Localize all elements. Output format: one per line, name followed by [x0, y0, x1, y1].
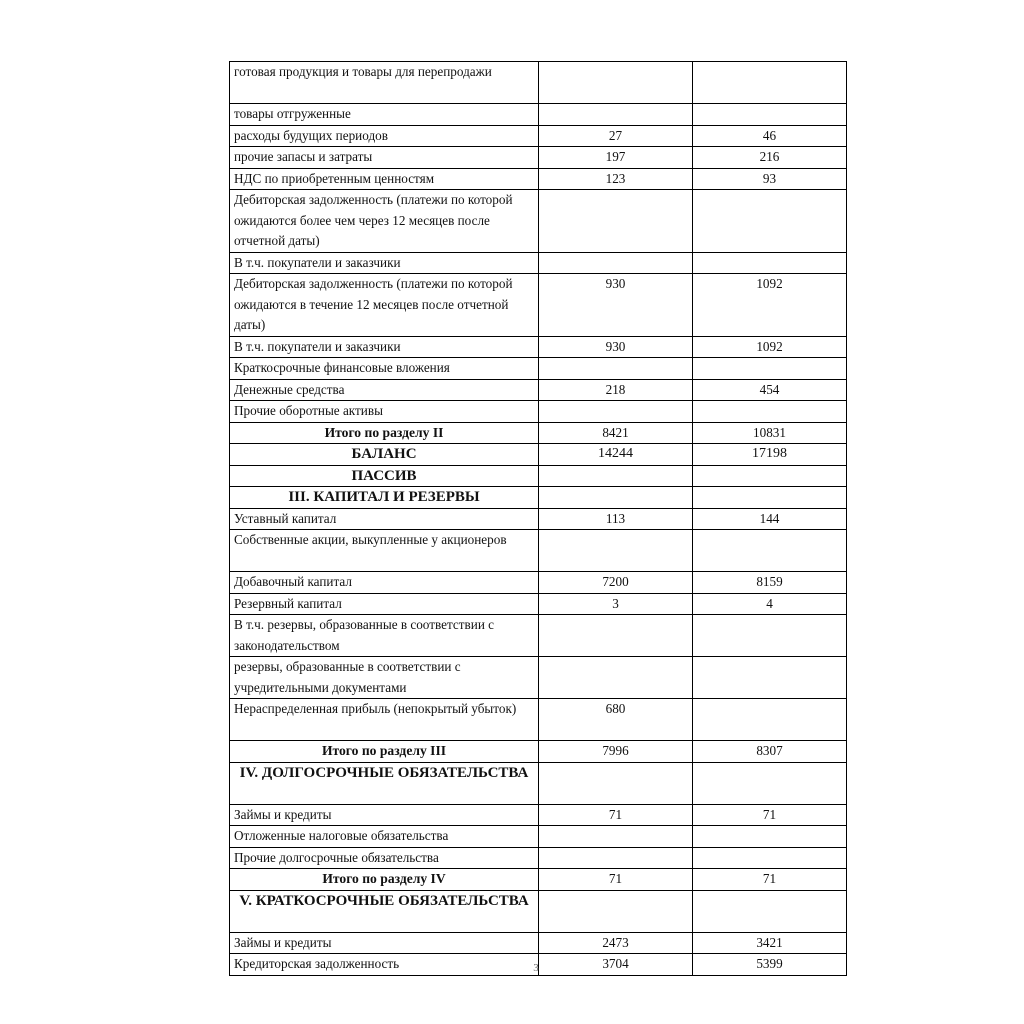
value-col-2: 8307 — [693, 741, 847, 763]
row-label: Резервный капитал — [230, 593, 539, 615]
table-row — [230, 274, 847, 337]
value-col-1: 3704 — [539, 954, 693, 976]
row-label: товары отгруженные — [230, 104, 539, 126]
table-row — [230, 826, 847, 848]
table-row — [230, 615, 847, 657]
value-col-1 — [539, 487, 693, 509]
value-col-2: 10831 — [693, 422, 847, 444]
row-label: Итого по разделу IV — [230, 869, 539, 891]
row-label: Денежные средства — [230, 379, 539, 401]
row-label: В т.ч. покупатели и заказчики — [230, 252, 539, 274]
value-col-1 — [539, 615, 693, 657]
section-header-row — [230, 762, 847, 804]
row-label: резервы, образованные в соответствии с учредительными документами — [230, 657, 539, 699]
table-row — [230, 932, 847, 954]
table-row — [230, 147, 847, 169]
table-row — [230, 572, 847, 594]
row-label: В т.ч. резервы, образованные в соответствии с законодательством — [230, 615, 539, 657]
row-label: Добавочный капитал — [230, 572, 539, 594]
total-row — [230, 869, 847, 891]
value-col-2: 216 — [693, 147, 847, 169]
table-row — [230, 168, 847, 190]
value-col-1 — [539, 530, 693, 572]
value-col-2: 454 — [693, 379, 847, 401]
value-col-2 — [693, 699, 847, 741]
value-col-1 — [539, 401, 693, 423]
value-col-2 — [693, 615, 847, 657]
row-label: Итого по разделу III — [230, 741, 539, 763]
value-col-2 — [693, 358, 847, 380]
value-col-2 — [693, 847, 847, 869]
value-col-1: 14244 — [539, 444, 693, 466]
value-col-2 — [693, 487, 847, 509]
value-col-2 — [693, 657, 847, 699]
row-label: Дебиторская задолженность (платежи по которой ожидаются более чем через 12 месяцев после отчетной даты) — [230, 190, 539, 253]
value-col-2 — [693, 104, 847, 126]
row-label: Кредиторская задолженность — [230, 954, 539, 976]
value-col-2 — [693, 62, 847, 104]
value-col-1 — [539, 657, 693, 699]
value-col-1: 27 — [539, 125, 693, 147]
value-col-2 — [693, 826, 847, 848]
value-col-2: 46 — [693, 125, 847, 147]
value-col-1 — [539, 104, 693, 126]
value-col-2: 4 — [693, 593, 847, 615]
value-col-2: 71 — [693, 869, 847, 891]
value-col-2: 1092 — [693, 274, 847, 337]
value-col-2 — [693, 465, 847, 487]
row-label: прочие запасы и затраты — [230, 147, 539, 169]
value-col-1 — [539, 890, 693, 932]
value-col-1: 7996 — [539, 741, 693, 763]
value-col-1: 218 — [539, 379, 693, 401]
row-label: III. КАПИТАЛ И РЕЗЕРВЫ — [230, 487, 539, 509]
table-row — [230, 336, 847, 358]
section-header-row — [230, 444, 847, 466]
table-row — [230, 508, 847, 530]
value-col-2 — [693, 530, 847, 572]
value-col-1: 197 — [539, 147, 693, 169]
table-row — [230, 699, 847, 741]
table-row — [230, 593, 847, 615]
value-col-1: 930 — [539, 336, 693, 358]
table-row — [230, 657, 847, 699]
value-col-2: 17198 — [693, 444, 847, 466]
value-col-1 — [539, 62, 693, 104]
value-col-2: 5399 — [693, 954, 847, 976]
table-row — [230, 125, 847, 147]
table-row — [230, 358, 847, 380]
value-col-2: 71 — [693, 804, 847, 826]
row-label: ПАССИВ — [230, 465, 539, 487]
total-row — [230, 422, 847, 444]
row-label: Уставный капитал — [230, 508, 539, 530]
value-col-1 — [539, 252, 693, 274]
row-label: Краткосрочные финансовые вложения — [230, 358, 539, 380]
value-col-1: 2473 — [539, 932, 693, 954]
row-label: IV. ДОЛГОСРОЧНЫЕ ОБЯЗАТЕЛЬСТВА — [230, 762, 539, 804]
value-col-1 — [539, 847, 693, 869]
value-col-1: 8421 — [539, 422, 693, 444]
page-number: 3 — [533, 962, 539, 974]
value-col-1: 113 — [539, 508, 693, 530]
table-row — [230, 379, 847, 401]
row-label: готовая продукция и товары для перепродажи — [230, 62, 539, 104]
row-label: V. КРАТКОСРОЧНЫЕ ОБЯЗАТЕЛЬСТВА — [230, 890, 539, 932]
value-col-1: 930 — [539, 274, 693, 337]
value-col-2 — [693, 890, 847, 932]
section-header-row — [230, 487, 847, 509]
row-label: Собственные акции, выкупленные у акционеров — [230, 530, 539, 572]
value-col-2: 8159 — [693, 572, 847, 594]
row-label: Прочие долгосрочные обязательства — [230, 847, 539, 869]
balance-sheet-rows — [230, 62, 847, 976]
value-col-1 — [539, 826, 693, 848]
value-col-1 — [539, 358, 693, 380]
row-label: Займы и кредиты — [230, 932, 539, 954]
table-row — [230, 252, 847, 274]
value-col-1: 71 — [539, 804, 693, 826]
row-label: расходы будущих периодов — [230, 125, 539, 147]
value-col-1 — [539, 762, 693, 804]
table-row — [230, 190, 847, 253]
row-label: Прочие оборотные активы — [230, 401, 539, 423]
value-col-2 — [693, 401, 847, 423]
row-label: НДС по приобретенным ценностям — [230, 168, 539, 190]
table-row — [230, 104, 847, 126]
row-label: Займы и кредиты — [230, 804, 539, 826]
table-row — [230, 530, 847, 572]
row-label: Нераспределенная прибыль (непокрытый убыток) — [230, 699, 539, 741]
section-header-row — [230, 465, 847, 487]
table-row — [230, 401, 847, 423]
table-row — [230, 847, 847, 869]
value-col-2: 93 — [693, 168, 847, 190]
value-col-1: 3 — [539, 593, 693, 615]
value-col-2 — [693, 190, 847, 253]
value-col-2 — [693, 762, 847, 804]
value-col-2: 3421 — [693, 932, 847, 954]
table-row — [230, 62, 847, 104]
value-col-1: 123 — [539, 168, 693, 190]
row-label: Отложенные налоговые обязательства — [230, 826, 539, 848]
value-col-1 — [539, 190, 693, 253]
value-col-2: 144 — [693, 508, 847, 530]
total-row — [230, 741, 847, 763]
value-col-1: 71 — [539, 869, 693, 891]
row-label: В т.ч. покупатели и заказчики — [230, 336, 539, 358]
balance-sheet-table — [229, 61, 847, 976]
row-label: Итого по разделу II — [230, 422, 539, 444]
value-col-2: 1092 — [693, 336, 847, 358]
value-col-2 — [693, 252, 847, 274]
row-label: БАЛАНС — [230, 444, 539, 466]
value-col-1: 7200 — [539, 572, 693, 594]
row-label: Дебиторская задолженность (платежи по которой ожидаются в течение 12 месяцев после отчетной даты) — [230, 274, 539, 337]
value-col-1: 680 — [539, 699, 693, 741]
section-header-row — [230, 890, 847, 932]
value-col-1 — [539, 465, 693, 487]
table-row — [230, 804, 847, 826]
